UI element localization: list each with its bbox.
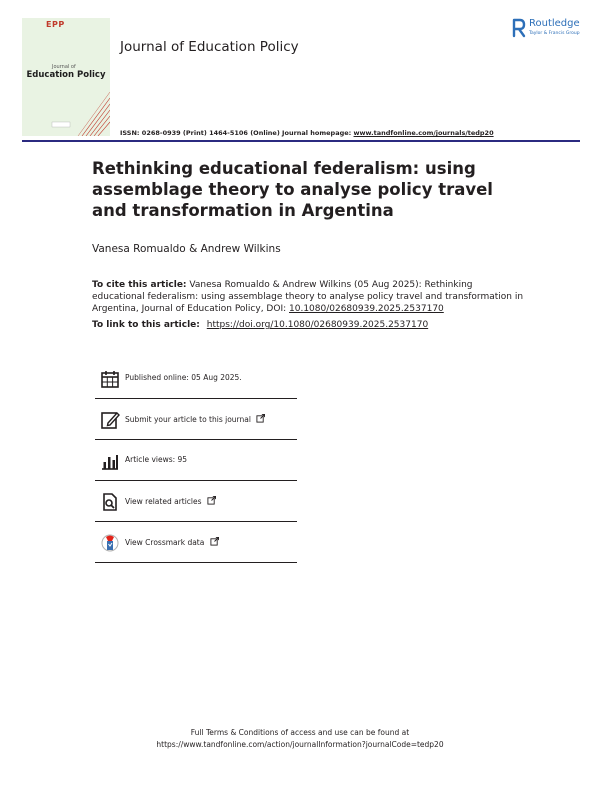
bar-chart-icon [100,451,120,471]
journal-title[interactable]: Journal of Education Policy [120,39,299,55]
crossmark-label: View Crossmark data [125,538,205,547]
published-date: Published online: 05 Aug 2025. [125,373,242,382]
footer-terms-text: Full Terms & Conditions of access and use can be found at [190,728,410,737]
article-views: Article views: 95 [125,455,188,464]
article-authors: Vanesa Romualdo & Andrew Wilkins [92,243,281,255]
footer-terms-link[interactable]: https://www.tandfonline.com/action/journalInformation?journalCode=tedp20 [156,740,444,749]
crossmark-icon [100,533,120,553]
journal-cover [22,18,110,136]
issn-line [120,129,494,137]
related-label: View related articles [125,497,202,506]
article-info-list [95,358,297,563]
crossmark-row[interactable] [95,522,297,563]
submit-label: Submit your article to this journal [125,415,251,424]
publisher-name: Routledge [529,18,580,29]
external-link-icon [210,537,219,546]
link-block [92,320,428,330]
issn-text: ISSN: 0268-0939 (Print) 1464-5106 (Online) Journal homepage: [120,129,352,137]
submit-row[interactable] [95,399,297,440]
article-link[interactable]: https://doi.org/10.1080/02680939.2025.2537170 [206,320,429,330]
routledge-icon [512,18,526,38]
article-title: Rethinking educational federalism: using assemblage theory to analyse policy travel and transformation in Argentina [92,159,493,220]
citation-block [92,279,524,315]
publisher-logo[interactable] [512,18,584,40]
document-search-icon [100,492,120,512]
citation-label: To cite this article: [92,280,187,290]
citation-text: Vanesa Romualdo & Andrew Wilkins (05 Aug 2025): Rethinking educational federalism: using assemblage theory to analyse policy travel and transformation in Argentina, Journal of Education Policy, DOI: [92,280,524,314]
crossmark-link[interactable] [125,537,219,547]
related-articles-link[interactable] [125,496,216,506]
edit-icon [100,410,120,430]
views-row [95,440,297,481]
cover-logo: EPP [46,20,65,29]
external-link-icon [207,496,216,505]
submit-article-link[interactable] [125,414,265,424]
header-divider [22,140,580,142]
cover-title: Education Policy [26,70,106,80]
footer [0,727,600,751]
published-row [95,358,297,399]
publisher-tagline: Taylor & Francis Group [529,31,580,36]
doi-link[interactable]: 10.1080/02680939.2025.2537170 [289,304,444,314]
external-link-icon [256,414,265,423]
journal-homepage-link[interactable]: www.tandfonline.com/journals/tedp20 [353,129,494,137]
calendar-icon [100,369,120,389]
cover-series: Journal of [52,64,76,70]
link-label: To link to this article: [92,320,200,330]
related-row[interactable] [95,481,297,522]
